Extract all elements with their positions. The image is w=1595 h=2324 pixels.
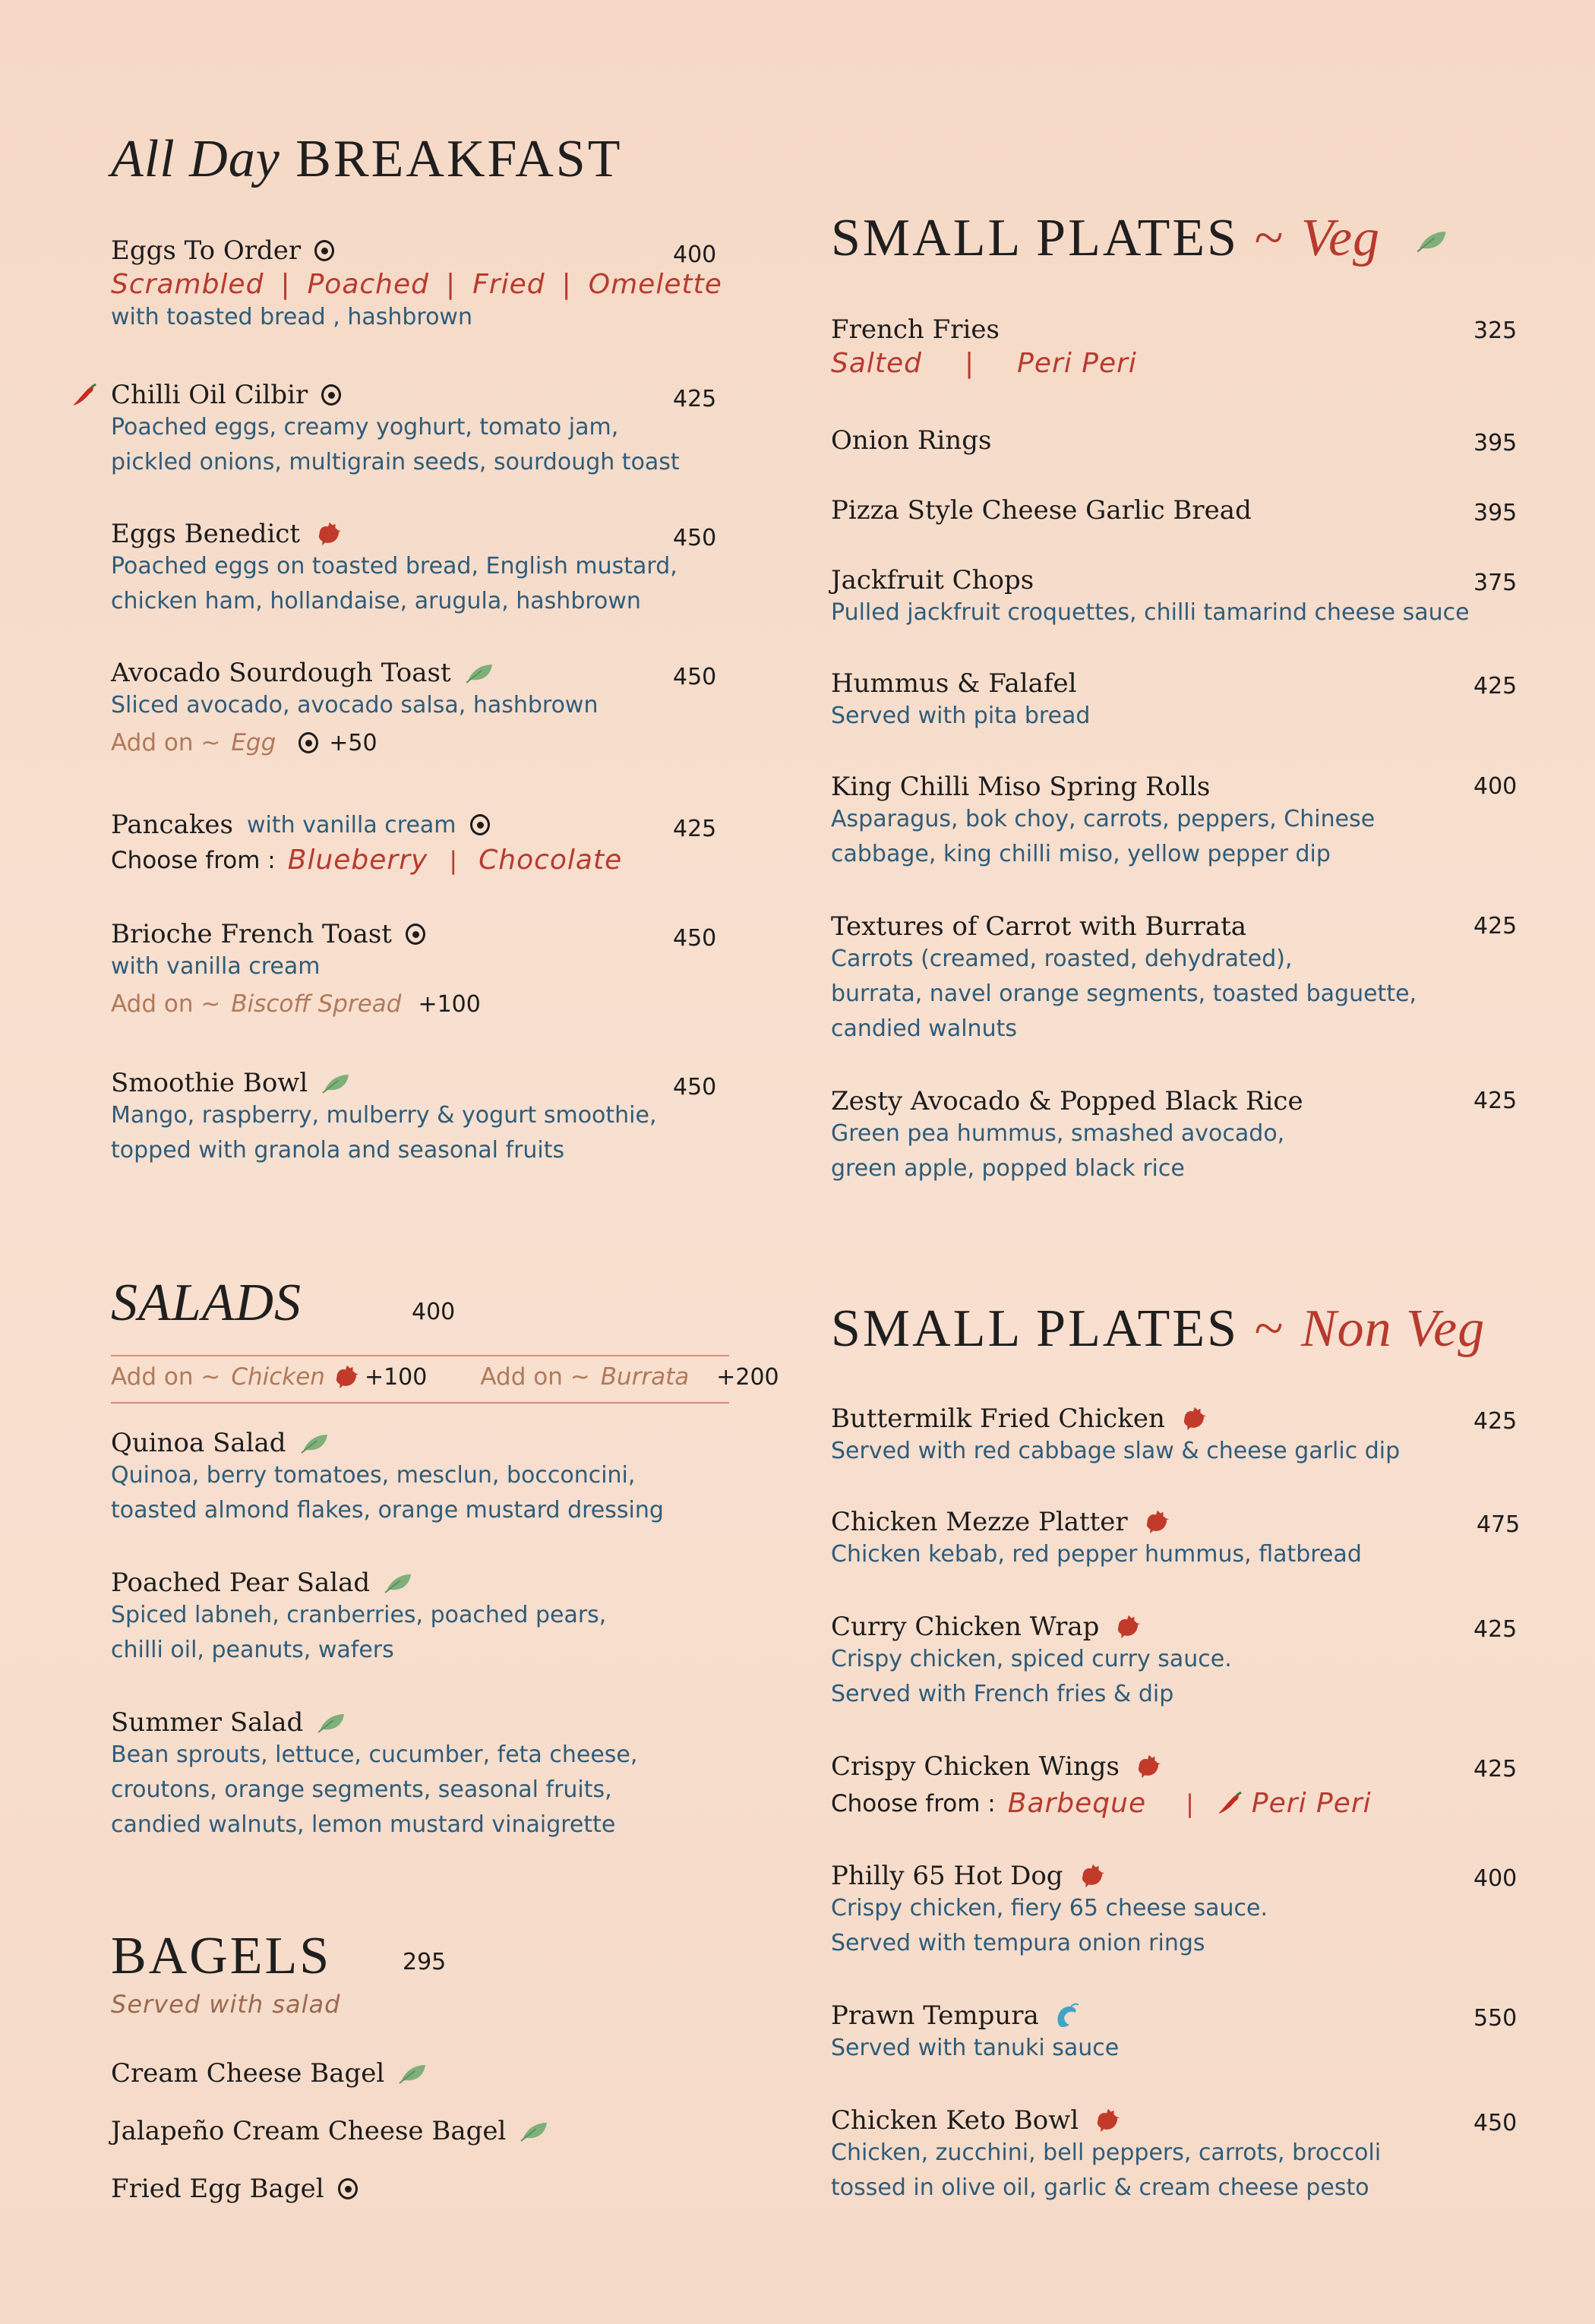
item-name: Jalapeño Cream Cheese Bagel [111, 2116, 507, 2146]
menu-item [831, 1861, 1518, 1961]
menu-item [831, 772, 1518, 872]
item-desc: Poached eggs, creamy yoghurt, tomato jam, [111, 414, 619, 440]
chilli-icon [71, 383, 97, 409]
item-desc: chilli oil, peanuts, wafers [111, 1637, 394, 1663]
item-price: 550 [1473, 2005, 1518, 2032]
item-name: Philly 65 Hot Dog [831, 1861, 1063, 1891]
item-name: Curry Chicken Wrap [831, 1612, 1100, 1642]
divider [111, 1402, 729, 1404]
item-price: 425 [1473, 1616, 1518, 1643]
item-desc: toasted almond flakes, orange mustard dressing [111, 1497, 664, 1524]
item-name: Chilli Oil Cilbir [111, 380, 308, 410]
item-desc: burrata, navel orange segments, toasted baguette, [831, 980, 1417, 1007]
leaf-icon [384, 1571, 414, 1594]
item-desc: cabbage, king chilli miso, yellow pepper dip [831, 841, 1331, 867]
menu-item [831, 1086, 1518, 1186]
item-desc: Chicken, zucchini, bell peppers, carrots, broccoli [831, 2139, 1382, 2166]
item-price: 425 [1473, 1408, 1518, 1435]
item-price: 400 [1473, 1865, 1518, 1892]
menu-item [831, 495, 1518, 526]
item-name: Summer Salad [111, 1707, 304, 1738]
menu-item [831, 911, 1518, 1047]
menu-item [831, 314, 1518, 379]
item-desc: candied walnuts, lemon mustard vinaigrette [111, 1811, 616, 1838]
item-price: 395 [1473, 430, 1518, 456]
item-price: 450 [673, 1074, 717, 1100]
item-price: 425 [1473, 673, 1518, 699]
item-name: Cream Cheese Bagel [111, 2058, 385, 2089]
egg-icon [314, 240, 334, 261]
item-choices: Choose from : Barbeque | Peri Peri [831, 1788, 1372, 1819]
menu-item [831, 565, 1518, 630]
item-addon: Add on ~ Egg +50 [111, 729, 377, 756]
item-desc: tossed in olive oil, garlic & cream cheese pesto [831, 2174, 1369, 2201]
menu-item [831, 668, 1518, 734]
leaf-icon [465, 662, 495, 684]
item-name: Avocado Sourdough Toast [111, 658, 451, 688]
item-desc: Quinoa, berry tomatoes, mesclun, bocconcini, [111, 1462, 636, 1489]
leaf-icon [321, 1072, 352, 1094]
item-desc: Served with red cabbage slaw & cheese garlic dip [831, 1438, 1401, 1464]
item-name: Fried Egg Bagel [111, 2174, 324, 2204]
item-name: Eggs To Order [111, 235, 302, 266]
salads-addons: Add on ~ Chicken +100 Add on ~ Burrata +200 [111, 1363, 779, 1391]
item-price: 425 [1473, 1088, 1518, 1114]
egg-icon [321, 384, 341, 406]
item-desc: with toasted bread , hashbrown [111, 304, 472, 330]
menu-item [111, 810, 734, 876]
item-name: Prawn Tempura [831, 2000, 1039, 2031]
leaf-icon [1416, 228, 1449, 254]
item-name: Onion Rings [831, 425, 992, 456]
item-name: Textures of Carrot with Burrata [831, 911, 1247, 942]
item-price: 400 [1473, 773, 1518, 800]
chicken-icon [1092, 2106, 1121, 2135]
item-name: Hummus & Falafel [831, 668, 1077, 699]
item-name: King Chilli Miso Spring Rolls [831, 772, 1211, 802]
item-desc: Bean sprouts, lettuce, cucumber, feta cheese, [111, 1741, 638, 1768]
menu-item [831, 1612, 1518, 1712]
item-name: Poached Pear Salad [111, 1568, 371, 1598]
chicken-icon [1179, 1404, 1208, 1433]
menu-item [111, 1707, 637, 1842]
small-plates-nonveg-heading: SMALL PLATES ~ Non Veg [831, 1299, 1486, 1358]
item-price: 375 [1473, 570, 1518, 596]
item-name: Jackfruit Chops [831, 565, 1034, 595]
chicken-icon [1113, 1612, 1142, 1641]
bagels-subtitle: Served with salad [111, 1990, 341, 2019]
item-price: 450 [673, 664, 717, 690]
item-price: 400 [673, 242, 717, 268]
chicken-icon [314, 519, 343, 548]
item-price: 450 [1473, 2110, 1518, 2136]
item-desc: Mango, raspberry, mulberry & yogurt smoothie, [111, 1102, 657, 1129]
menu-item [831, 1751, 1518, 1819]
menu-item [111, 919, 734, 1018]
item-desc: with vanilla cream [111, 953, 321, 980]
item-name: Chicken Keto Bowl [831, 2105, 1079, 2136]
item-name: Eggs Benedict [111, 519, 301, 549]
menu-item [111, 1068, 734, 1168]
item-desc: Served with French fries & dip [831, 1681, 1174, 1707]
item-desc: Spiced labneh, cranberries, poached pears, [111, 1602, 607, 1628]
egg-icon [470, 814, 490, 835]
item-price: 425 [673, 386, 717, 412]
item-name: Zesty Avocado & Popped Black Rice [831, 1086, 1303, 1116]
breakfast-title-caps: BREAKFAST [295, 130, 623, 188]
item-desc: Crispy chicken, spiced curry sauce. [831, 1646, 1232, 1672]
item-price: 425 [1473, 913, 1518, 939]
bagels-heading: BAGELS [111, 1927, 332, 1985]
item-price: 450 [673, 925, 717, 952]
salads-price: 400 [412, 1299, 456, 1325]
item-price: 425 [673, 816, 717, 842]
menu-item [831, 2105, 1518, 2206]
egg-icon [338, 2178, 358, 2199]
item-price: 395 [1473, 500, 1518, 526]
item-options: Scrambled | Poached | Fried | Omelette [111, 269, 722, 300]
item-addon: Add on ~ Biscoff Spread +100 [111, 990, 481, 1018]
item-desc: candied walnuts [831, 1015, 1017, 1042]
menu-item [111, 2174, 358, 2204]
item-name: Chicken Mezze Platter [831, 1507, 1128, 1537]
item-desc: Served with pita bread [831, 703, 1091, 729]
chicken-icon [1133, 1752, 1162, 1781]
menu-item [111, 2116, 550, 2146]
item-price: 425 [1473, 1756, 1518, 1782]
menu-item [111, 1568, 606, 1668]
menu-item [111, 1428, 664, 1528]
item-price: 450 [673, 525, 717, 551]
chicken-icon [331, 1363, 360, 1391]
small-plates-veg-heading: SMALL PLATES ~ Veg [831, 209, 1381, 267]
leaf-icon [317, 1711, 347, 1734]
divider [111, 1355, 729, 1356]
item-choices: Choose from : Blueberry | Chocolate [111, 845, 623, 876]
item-desc: green apple, popped black rice [831, 1155, 1185, 1182]
item-desc: Poached eggs on toasted bread, English mustard, [111, 553, 677, 579]
item-options: Salted | Peri Peri [831, 348, 1137, 379]
item-desc: Green pea hummus, smashed avocado, [831, 1120, 1285, 1147]
menu-item [831, 1404, 1518, 1469]
item-desc: Sliced avocado, avocado salsa, hashbrown [111, 692, 599, 718]
item-desc: pickled onions, multigrain seeds, sourdough toast [111, 449, 680, 475]
breakfast-heading [111, 129, 623, 190]
menu-item [831, 2000, 1518, 2066]
item-desc: Carrots (creamed, roasted, dehydrated), [831, 946, 1293, 972]
item-desc: Served with tempura onion rings [831, 1930, 1205, 1956]
item-price: 475 [1477, 1511, 1521, 1538]
leaf-icon [520, 2120, 550, 2142]
menu-item [111, 658, 734, 756]
menu-item [111, 2058, 428, 2089]
prawn-icon [1053, 2002, 1079, 2029]
bagels-price: 295 [403, 1949, 447, 1975]
item-desc: Crispy chicken, fiery 65 cheese sauce. [831, 1895, 1268, 1921]
breakfast-title-italic: All Day [111, 130, 280, 188]
menu-item [831, 1507, 1521, 1572]
chilli-icon [1217, 1791, 1243, 1817]
menu-item [111, 235, 734, 335]
item-name: Pancakes [111, 810, 234, 840]
menu-item [111, 380, 734, 480]
leaf-icon [398, 2062, 428, 2085]
item-name: French Fries [831, 314, 1000, 345]
item-desc: Pulled jackfruit croquettes, chilli tamarind cheese sauce [831, 599, 1470, 626]
chicken-icon [1142, 1508, 1170, 1536]
chicken-icon [1077, 1861, 1106, 1890]
item-desc: Served with tanuki sauce [831, 2035, 1120, 2061]
item-price: 325 [1473, 317, 1518, 344]
item-name: Brioche French Toast [111, 919, 392, 949]
menu-item [111, 519, 734, 619]
salads-heading: SALADS [111, 1274, 302, 1332]
item-desc: Asparagus, bok choy, carrots, peppers, Chinese [831, 806, 1375, 832]
item-name: Buttermilk Fried Chicken [831, 1404, 1165, 1434]
leaf-icon [300, 1432, 330, 1454]
item-name-suffix: with vanilla cream [247, 811, 456, 838]
item-desc: topped with granola and seasonal fruits [111, 1137, 565, 1164]
item-name: Pizza Style Cheese Garlic Bread [831, 495, 1252, 526]
item-desc: chicken ham, hollandaise, arugula, hashbrown [111, 588, 641, 614]
egg-icon [298, 732, 318, 753]
item-desc: Chicken kebab, red pepper hummus, flatbread [831, 1541, 1362, 1568]
item-desc: croutons, orange segments, seasonal fruits, [111, 1776, 612, 1803]
egg-icon [406, 924, 425, 945]
item-name: Crispy Chicken Wings [831, 1751, 1120, 1782]
item-name: Smoothie Bowl [111, 1068, 308, 1098]
item-name: Quinoa Salad [111, 1428, 286, 1458]
menu-item [831, 425, 1518, 456]
